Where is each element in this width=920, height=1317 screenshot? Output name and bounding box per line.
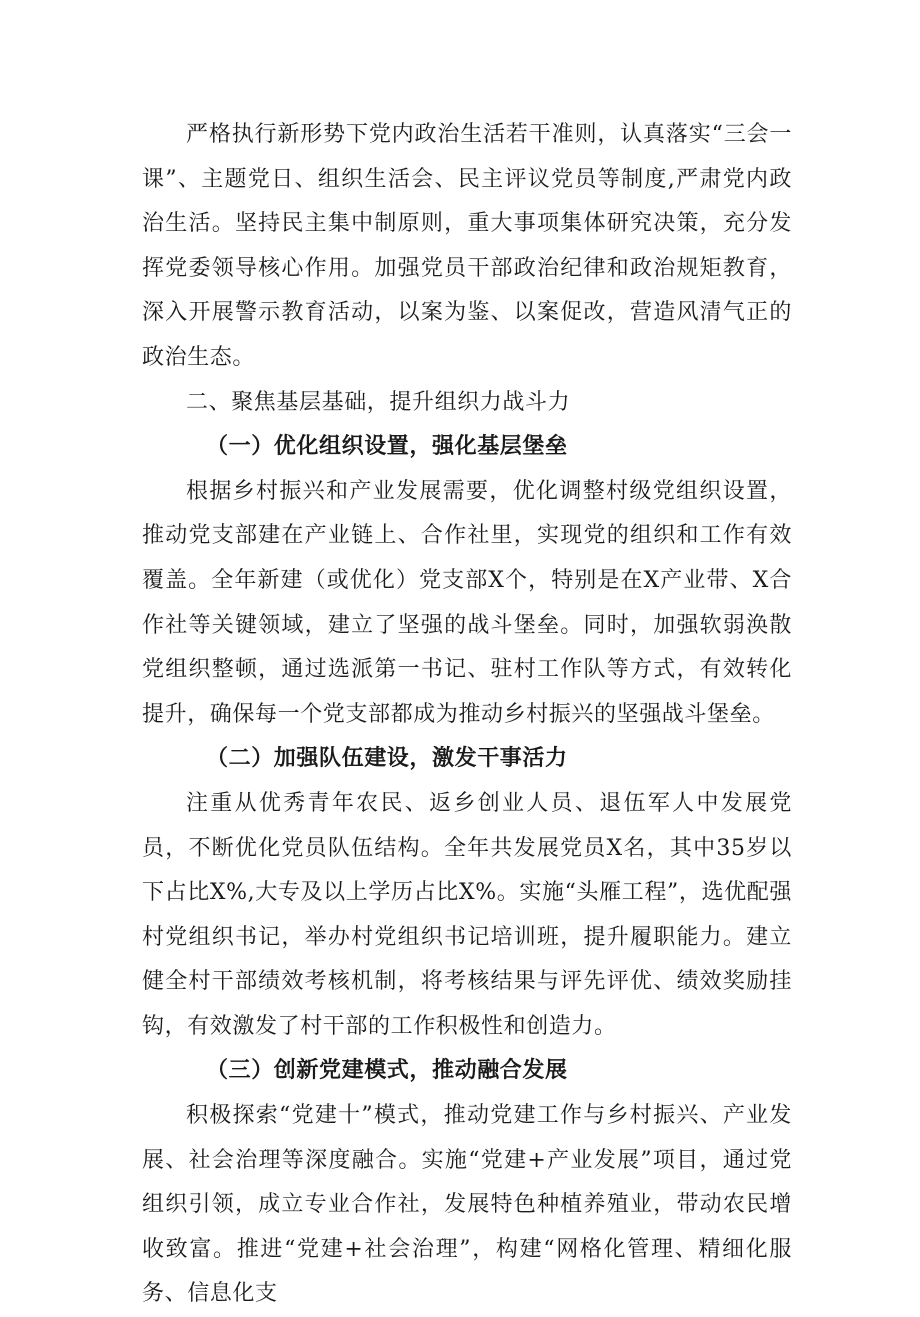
subheading-team: （二）加强队伍建设，激发干事活力 xyxy=(206,746,568,772)
paragraph-party-life: 严格执行新形势下党内政治生活若干准则，认真落实“三会一课”、主题党日、组织生活会、民主评议党员等制度,严肃党内政治生活。坚持民主集中制原则，重大事项集体研究决策，充分发挥党委领导核心作用。加强党员干部政治纪律和政治规矩教育，深入开展警示教育活动，以案为鉴、以案促改，营造风清气正的政治生态。 xyxy=(142,122,792,370)
paragraph-team: 注重从优秀青年农民、返乡创业人员、退伍军人中发展党员，不断优化党员队伍结构。全年共发展党员X名，其中35岁以下占比X%,大专及以上学历占比X%。实施“头雁工程”，选优配强村党组织书记，举办村党组织书记培训班，提升履职能力。建立健全村干部绩效考核机制，将考核结果与评先评优、绩效奖励挂钩，有效激发了村干部的工作积极性和创造力。 xyxy=(142,790,792,1039)
document-body xyxy=(142,113,792,1317)
section-heading: 二、聚焦基层基础，提升组织力战斗力 xyxy=(186,389,571,415)
subheading-model: （三）创新党建模式，推动融合发展 xyxy=(206,1058,568,1084)
paragraph-model: 积极探索“党建十”模式，推动党建工作与乡村振兴、产业发展、社会治理等深度融合。实施“党建+产业发展”项目，通过党组织引领，成立专业合作社，发展特色种植养殖业，带动农民增收致富。推进“党建+社会治理”，构建“网格化管理、精细化服务、信息化支 xyxy=(142,1103,792,1307)
subheading-organization: （一）优化组织设置，强化基层堡垒 xyxy=(206,434,568,460)
paragraph-organization: 根据乡村振兴和产业发展需要，优化调整村级党组织设置，推动党支部建在产业链上、合作社里，实现党的组织和工作有效覆盖。全年新建（或优化）党支部X个，特别是在X产业带、X合作社等关键领域，建立了坚强的战斗堡垒。同时，加强软弱涣散党组织整顿，通过选派第一书记、驻村工作队等方式，有效转化提升，确保每一个党支部都成为推动乡村振兴的坚强战斗堡垒。 xyxy=(142,478,792,727)
